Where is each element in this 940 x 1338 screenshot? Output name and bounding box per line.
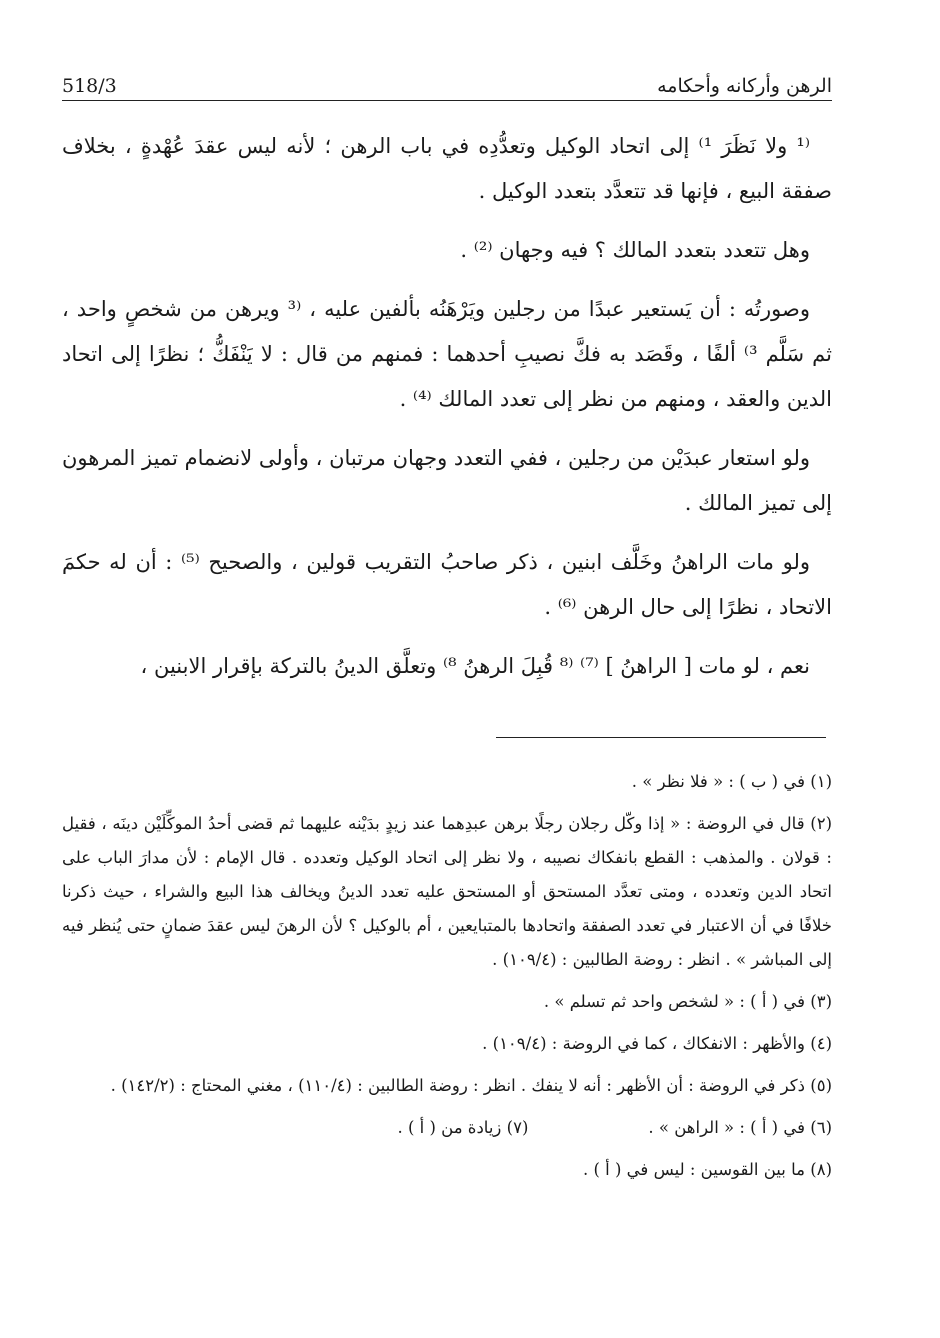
footnotes [62, 765, 832, 1195]
paragraph-1: ⁽¹ ولا نَظَرَ ¹⁾ إلى اتحاد الوكيل وتعدُّدِه في باب الرهن ؛ لأنه ليس عقدَ عُهْدةٍ ، بخلاف صفقة البيع ، فإنها قد تتعدَّد بتعدد الوكيل . [62, 134, 832, 203]
running-title: الرهن وأركانه وأحكامه [657, 75, 832, 97]
paragraph-2: وهل تتعدد بتعدد المالك ؟ فيه وجهان ⁽²⁾ . [460, 238, 810, 262]
footnote-7: (٧) زيادة من ( أ ) . [397, 1118, 529, 1137]
footnote-6: (٦) في ( أ ) : « الراهن » . [648, 1118, 832, 1137]
paragraph-4: ولو استعار عبدَيْن من رجلين ، ففي التعدد وجهان مرتبان ، وأولى لانضمام تميز المرهون إلى تميز المالك . [62, 446, 832, 515]
paragraph-6: نعم ، لو مات [ الراهنُ ] ⁽⁷⁾ ⁽⁸ قُبِلَ الرهنُ ⁸⁾ وتعلَّق الدينُ بالتركة بإقرار الابنين ، [140, 654, 810, 678]
footnote-2: (٢) قال في الروضة : « إذا وكّل رجلان رجلًا برهن عبدِهما عند زيدٍ بدَيْنه عليهما ثم قضى أحدُ الموكِّلَيْن دينَه ، فقيل : قولان . والمذهب : القطع بانفكاك نصيبه ، ولا نظر إلى اتحاد الوكيل وتعدده . قال الإمام : لأن مدارَ الباب على اتحاد الدين وتعدده ، ومتى تعدَّد المستحق أو المستحق عليه تعدد الدينُ ويخالف هذا البيع والشراء ، حيث ذكرنا خلافًا في أن الاعتبار في تعدد الصفقة واتحادها بالمتبايعين ، أم بالوكيل ؟ لأن الرهنَ ليس عقدَ ضمانٍ حتى يُنظر فيه إلى المباشر » . انظر : روضة الطالبين : (١٠٩/٤) . [62, 814, 832, 969]
footnote-row-6-7 [62, 1111, 832, 1145]
footnote-4: (٤) والأظهر : الانفكاك ، كما في الروضة : (١٠٩/٤) . [482, 1034, 832, 1053]
footnote-separator [496, 737, 826, 738]
footnote-1: (١) في ( ب ) : « فلا نظر » . [631, 772, 832, 791]
paragraph-5: ولو مات الراهنُ وخَلَّف ابنين ، ذكر صاحبُ التقريب قولين ، والصحيح ⁽⁵⁾ : أن له حكمَ الاتحاد ، نظرًا إلى حال الرهن ⁽⁶⁾ . [62, 550, 832, 619]
page-header [62, 70, 832, 102]
page-number: 518/3 [62, 75, 117, 97]
footnote-8: (٨) ما بين القوسين : ليس في ( أ ) . [583, 1160, 832, 1179]
header-rule [62, 100, 832, 101]
footnote-3: (٣) في ( أ ) : « لشخص واحد ثم تسلم » . [543, 992, 832, 1011]
main-text [62, 124, 832, 703]
paragraph-3: وصورتُه : أن يَستعير عبدًا من رجلين ويَرْهَنُه بألفين عليه ، ⁽³ ويرهن من شخصٍ واحد ، ثم سَلَّم ³⁾ ألفًا ، وقَصَد به فكَّ نصيبِ أحدهما : فمنهم من قال : لا يَنْفَكُّ ؛ نظرًا إلى اتحاد الدين والعقد ، ومنهم من نظر إلى تعدد المالك ⁽⁴⁾ . [62, 297, 832, 411]
footnote-5: (٥) ذكر في الروضة : أن الأظهر : أنه لا ينفك . انظر : روضة الطالبين : (١١٠/٤) ، مغني المحتاج : (١٤٢/٢) . [110, 1076, 832, 1095]
